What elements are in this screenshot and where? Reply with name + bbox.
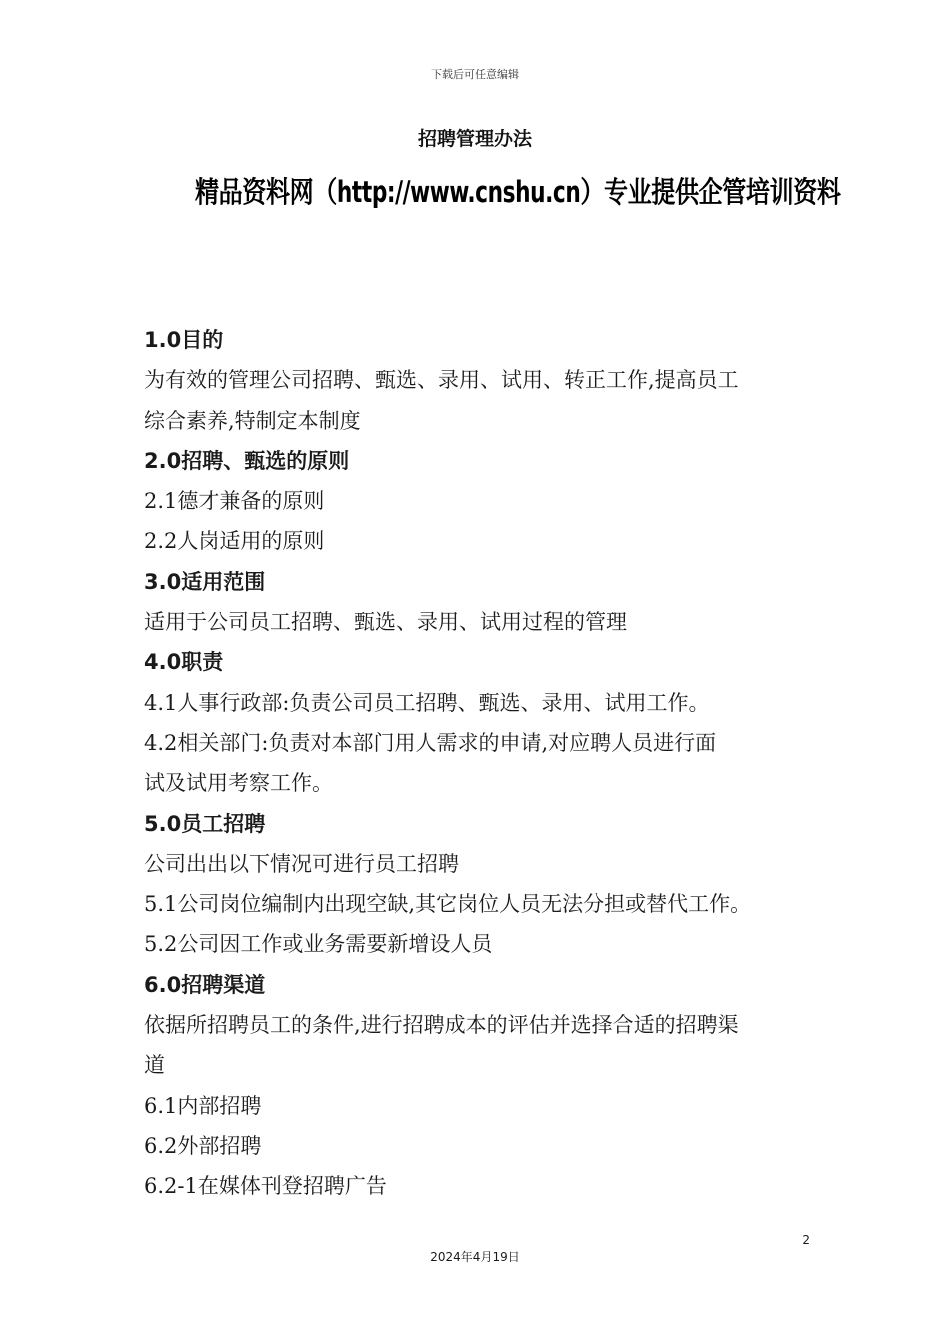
body-line: 试及试用考察工作。 (144, 771, 333, 796)
page-number: 2 (802, 1233, 810, 1247)
header-note: 下载后可任意编辑 (431, 68, 519, 81)
body-line: 6.2外部招聘 (144, 1133, 262, 1158)
footer-date: 2024年4月19日 (430, 1250, 520, 1264)
section-heading: 1.0目的 (144, 328, 224, 352)
body-line: 5.1公司岗位编制内出现空缺,其它岗位人员无法分担或替代工作。 (144, 892, 752, 917)
section-heading: 6.0招聘渠道 (144, 972, 266, 997)
section-heading: 3.0适用范围 (144, 569, 266, 594)
section-heading: 5.0员工招聘 (144, 811, 266, 836)
body-line: 适用于公司员工招聘、甄选、录用、试用过程的管理 (144, 610, 627, 635)
body-line: 5.2公司因工作或业务需要新增设人员 (144, 932, 493, 957)
body-line: 公司出出以下情况可进行员工招聘 (144, 851, 459, 876)
body-line: 为有效的管理公司招聘、甄选、录用、试用、转正工作,提高员工 (144, 368, 739, 393)
body-line: 2.1德才兼备的原则 (144, 489, 325, 514)
body-line: 4.1人事行政部:负责公司员工招聘、甄选、录用、试用工作。 (144, 690, 710, 715)
body-line: 2.2人岗适用的原则 (144, 529, 325, 554)
document-title: 招聘管理办法 (417, 128, 532, 150)
section-heading: 2.0招聘、甄选的原则 (144, 448, 350, 473)
body-line: 4.2相关部门:负责对本部门用人需求的申请,对应聘人员进行面 (144, 730, 717, 755)
body-line: 依据所招聘员工的条件,进行招聘成本的评估并选择合适的招聘渠 (144, 1013, 739, 1038)
body-line: 道 (144, 1053, 165, 1078)
body-line: 综合素养,特制定本制度 (144, 408, 361, 433)
body-line: 6.2-1在媒体刊登招聘广告 (144, 1174, 387, 1199)
body-line: 6.1内部招聘 (144, 1093, 262, 1118)
banner-image-text: 精品资料网（http://www.cnshu.cn）专业提供企管培训资料 (195, 175, 841, 209)
section-heading: 4.0职责 (144, 650, 224, 675)
document-body (144, 320, 824, 1207)
